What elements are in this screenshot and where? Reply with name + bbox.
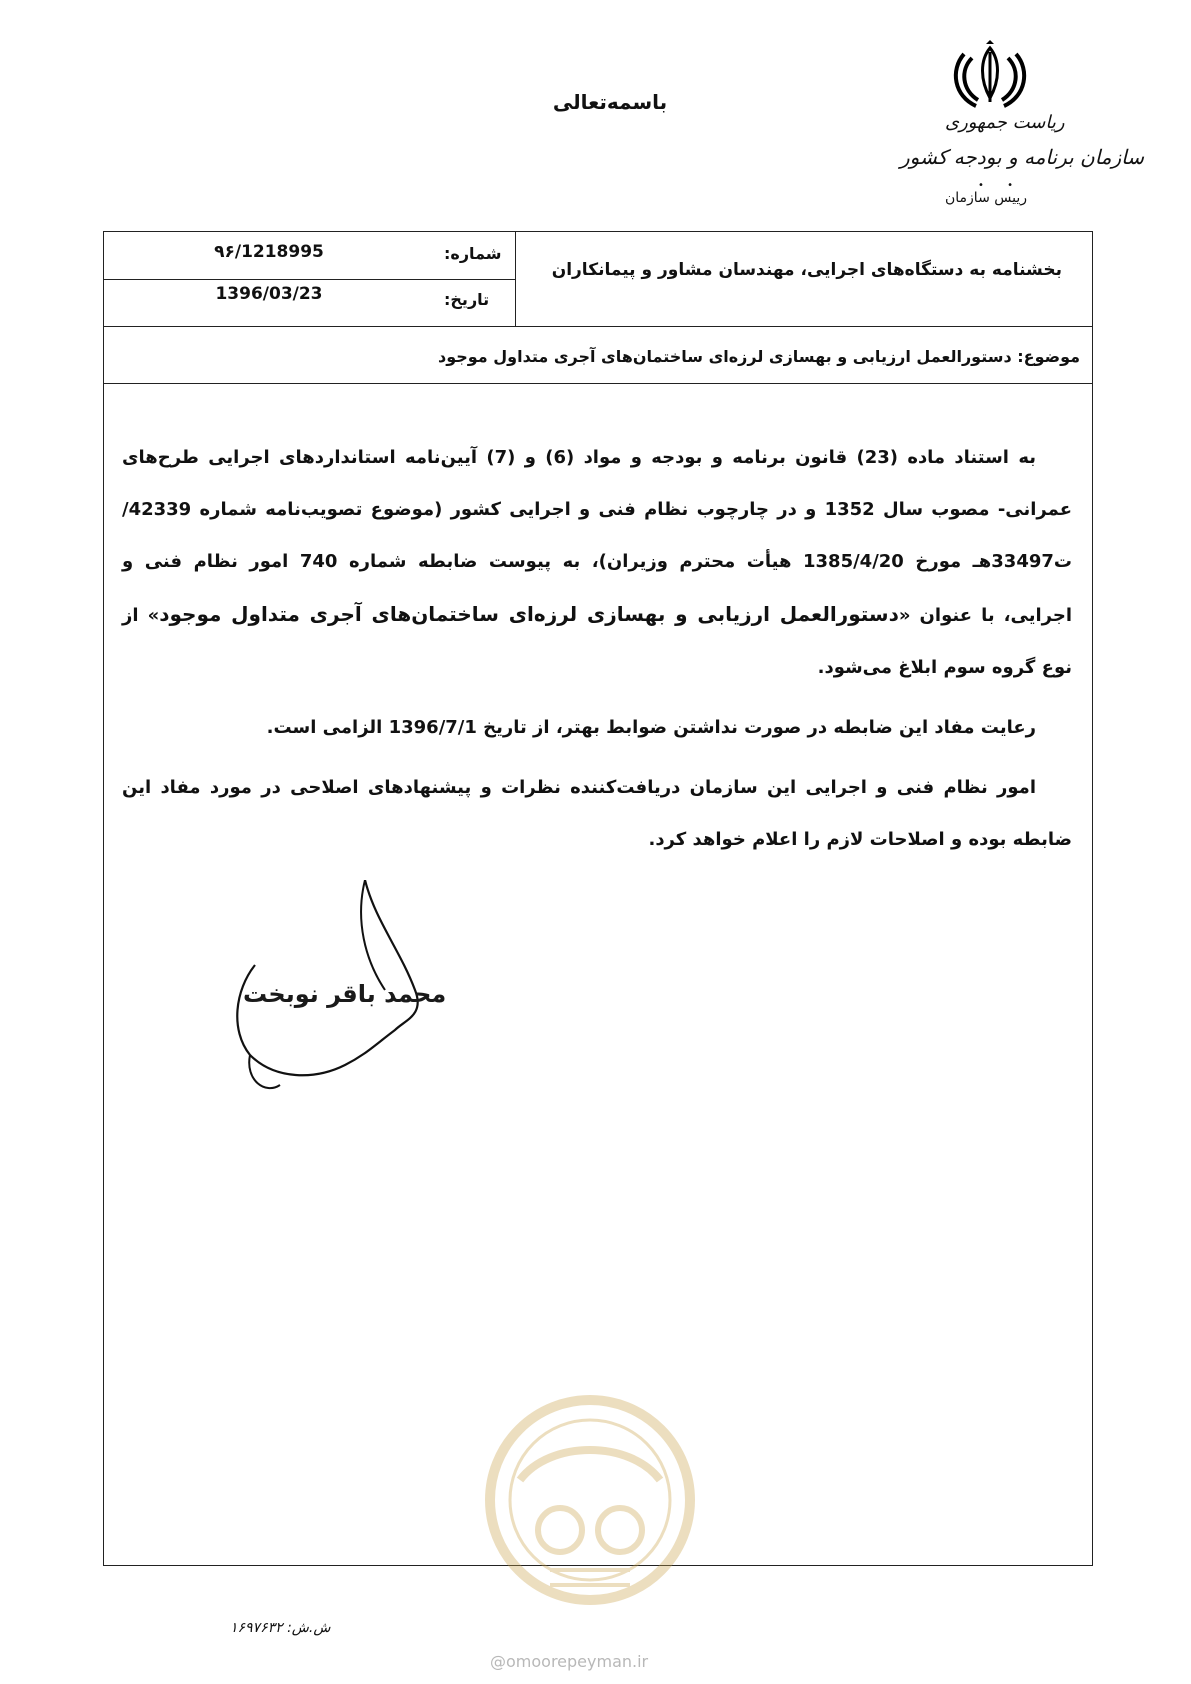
body-paragraph-1 <box>122 432 1072 694</box>
body-p1-part2: » از نوع گروه سوم ابلاغ می‌شود. <box>122 605 1072 678</box>
watermark-seal-icon <box>480 1390 700 1610</box>
header-divider-vertical <box>515 232 516 326</box>
iran-emblem-icon <box>950 40 1030 110</box>
meta-divider <box>104 279 515 280</box>
subject-bottom-line <box>104 383 1092 384</box>
signature-block <box>225 880 465 1120</box>
recipients-line: بخشنامه به دستگاه‌های اجرایی، مهندسان مشاور و پیمانکاران <box>551 260 1062 280</box>
org-head-title: رییس سازمان <box>945 190 1027 206</box>
number-value: ۹۶/1218995 <box>214 242 324 262</box>
letter-body <box>122 432 1072 874</box>
org-name: سازمان برنامه و بودجه کشور <box>900 145 1145 169</box>
body-paragraph-3: امور نظام فنی و اجرایی این سازمان دریافت‌کننده نظرات و پیشنهادهای اصلاحی در مورد مفاد این ضابطه بوده و اصلاحات لازم را اعلام خواهد کرد. <box>122 777 1072 850</box>
body-p1-part1: به استناد ماده (23) قانون برنامه و بودجه و مواد (6) و (7) آیین‌نامه استانداردهای اجرایی طرح‌های عمرانی- مصوب سال 1352 و در چارچوب نظام فنی و اجرایی کشور (موضوع تصویب‌نامه شماره 42339/ت33497هـ مورخ 1385/4/20 هیأت محترم وزیران)، به پیوست ضابطه شماره 740 امور نظام فنی و اجرایی، با عنوان « <box>122 447 1073 626</box>
body-p1-title: دستورالعمل ارزیابی و بهسازی لرزه‌ای ساختمان‌های آجری متداول موجود <box>159 602 899 626</box>
date-label: تاریخ: <box>444 290 490 309</box>
body-paragraph-2: رعایت مفاد این ضابطه در صورت نداشتن ضوابط بهتر، از تاریخ 1396/7/1 الزامی است. <box>266 717 1036 738</box>
footer-website: @omoorepeyman.ir <box>490 1652 649 1671</box>
number-label: شماره: <box>444 244 502 263</box>
subject-line: موضوع: دستورالعمل ارزیابی و بهسازی لرزه‌ای ساختمان‌های آجری متداول موجود <box>438 347 1080 366</box>
signer-name: محمد باقر نوبخت <box>243 980 447 1008</box>
footer-code: ش.ش: ۱۶۹۷۶۳۲ <box>230 1620 331 1636</box>
header-bottom-line <box>104 326 1092 327</box>
org-dots: • • <box>978 180 1023 191</box>
basmala-heading: باسمه‌تعالی <box>552 90 668 114</box>
letterhead <box>900 40 1145 220</box>
org-presidency: ریاست جمهوری <box>945 112 1065 133</box>
date-value: 1396/03/23 <box>215 284 323 304</box>
